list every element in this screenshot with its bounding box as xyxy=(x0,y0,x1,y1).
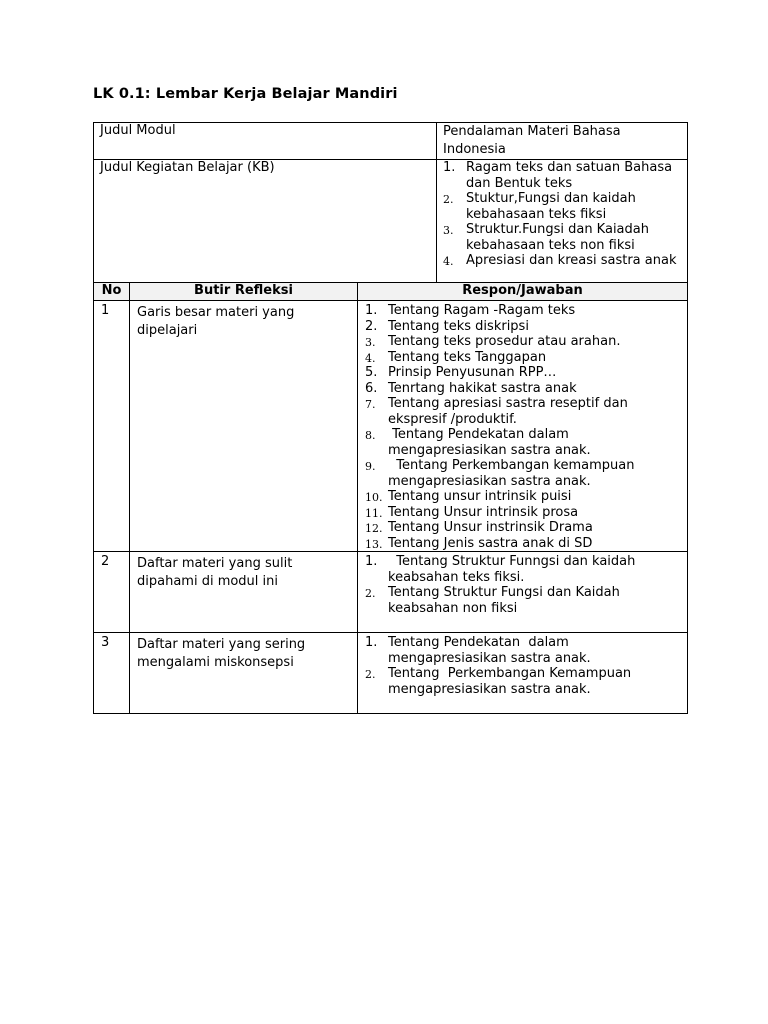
list-item xyxy=(365,365,681,381)
list-number: 1. xyxy=(365,554,378,569)
row-number: 2 xyxy=(94,552,130,633)
list-item xyxy=(443,253,683,269)
table-row xyxy=(94,633,688,714)
list-item xyxy=(365,319,681,335)
list-text: Tentang Unsur instrinsik Drama xyxy=(388,520,593,535)
butir-text: Daftar materi yang sering mengalami miskonsepsi xyxy=(137,637,306,670)
butir-text: Daftar materi yang sulit dipahami di modul ini xyxy=(137,556,293,589)
kb-title-label: Judul Kegiatan Belajar (KB) xyxy=(94,160,437,286)
kb-list-cell xyxy=(437,160,688,286)
list-item xyxy=(365,536,681,552)
list-number: 11. xyxy=(365,506,383,520)
list-number: 3. xyxy=(365,336,376,349)
list-number: 3. xyxy=(443,224,454,237)
list-text: Tentang apresiasi sastra reseptif dan ekspresif /produktif. xyxy=(388,396,632,427)
row-butir xyxy=(130,552,358,633)
list-item xyxy=(365,520,681,536)
list-item xyxy=(365,489,681,505)
module-title-label: Judul Modul xyxy=(94,123,437,160)
list-text: Tentang Pendekatan dalam mengapresiasikan sastra anak. xyxy=(388,427,591,458)
list-text: Tentang Perkembangan Kemampuan mengapresiasikan sastra anak. xyxy=(388,666,636,697)
reflection-table xyxy=(93,282,688,714)
list-number: 1. xyxy=(365,635,378,650)
list-number: 5. xyxy=(365,365,378,380)
list-number: 1. xyxy=(365,303,378,318)
list-item xyxy=(365,666,681,697)
respon-list xyxy=(365,554,681,616)
row-butir xyxy=(130,633,358,714)
header-row xyxy=(94,283,688,301)
list-number: 2. xyxy=(365,318,378,334)
row-number: 1 xyxy=(94,301,130,552)
list-item xyxy=(365,350,681,366)
list-number: 9. xyxy=(365,460,376,473)
list-number: 12. xyxy=(365,522,383,535)
kb-title-row xyxy=(94,160,688,286)
list-text: Tentang teks Tanggapan xyxy=(388,349,547,365)
row-respon xyxy=(358,633,688,714)
module-info-table xyxy=(93,122,688,286)
list-item xyxy=(365,585,681,616)
header-no: No xyxy=(94,283,130,301)
respon-list xyxy=(365,635,681,697)
list-text: Tentang Perkembangan kemampuan mengapresiasikan sastra anak. xyxy=(388,458,639,489)
kb-list xyxy=(443,160,683,269)
row-number: 3 xyxy=(94,633,130,714)
list-text: Prinsip Penyusunan RPP… xyxy=(388,365,557,380)
list-text: Ragam teks dan satuan Bahasa dan Bentuk teks xyxy=(466,160,677,191)
list-text: Tentang teks diskripsi xyxy=(388,318,529,334)
page-title: LK 0.1: Lembar Kerja Belajar Mandiri xyxy=(93,86,398,102)
list-text: Struktur.Fungsi dan Kaiadah kebahasaan teks non fiksi xyxy=(466,222,654,253)
list-number: 8. xyxy=(365,429,376,442)
list-item xyxy=(365,427,681,458)
list-text: Tentang Pendekatan dalam mengapresiasikan sastra anak. xyxy=(388,635,591,666)
list-item xyxy=(365,381,681,397)
row-respon xyxy=(358,301,688,552)
list-number: 7. xyxy=(365,398,376,411)
list-number: 1. xyxy=(443,160,456,175)
list-number: 2. xyxy=(443,193,454,206)
list-text: Stuktur,Fungsi dan kaidah kebahasaan teks fiksi xyxy=(466,191,641,222)
list-number: 2. xyxy=(365,587,376,600)
list-item xyxy=(365,635,681,666)
header-respon: Respon/Jawaban xyxy=(358,283,688,301)
list-text: Tentang Ragam -Ragam teks xyxy=(388,303,576,318)
row-respon xyxy=(358,552,688,633)
list-item xyxy=(443,191,683,222)
list-text: Apresiasi dan kreasi sastra anak xyxy=(466,253,677,268)
list-number: 2. xyxy=(365,668,376,681)
list-item xyxy=(365,396,681,427)
table-row xyxy=(94,301,688,552)
list-text: Tentang unsur intrinsik puisi xyxy=(388,489,572,504)
list-text: Tentang Struktur Funngsi dan kaidah keabsahan teks fiksi. xyxy=(388,554,640,585)
list-item xyxy=(365,334,681,350)
list-item xyxy=(365,505,681,521)
module-title-row xyxy=(94,123,688,160)
row-butir xyxy=(130,301,358,552)
respon-list xyxy=(365,303,681,551)
list-item xyxy=(443,222,683,253)
list-item xyxy=(365,554,681,585)
list-item xyxy=(365,458,681,489)
list-text: Tentang Unsur intrinsik prosa xyxy=(388,504,579,520)
list-text: Tenrtang hakikat sastra anak xyxy=(388,380,577,396)
list-number: 10. xyxy=(365,491,383,504)
header-butir: Butir Refleksi xyxy=(130,283,358,301)
list-item xyxy=(443,160,683,191)
list-number: 13. xyxy=(365,537,383,551)
table-row xyxy=(94,552,688,633)
list-number: 6. xyxy=(365,380,378,396)
list-item xyxy=(365,303,681,319)
list-number: 4. xyxy=(443,255,454,268)
list-text: Tentang Struktur Fungsi dan Kaidah keabsahan non fiksi xyxy=(388,585,625,616)
list-text: Tentang Jenis sastra anak di SD xyxy=(388,535,593,551)
list-number: 4. xyxy=(365,351,376,365)
butir-text: Garis besar materi yang dipelajari xyxy=(137,305,295,338)
list-text: Tentang teks prosedur atau arahan. xyxy=(388,334,621,349)
module-title-value: Pendalaman Materi Bahasa Indonesia xyxy=(437,123,688,160)
